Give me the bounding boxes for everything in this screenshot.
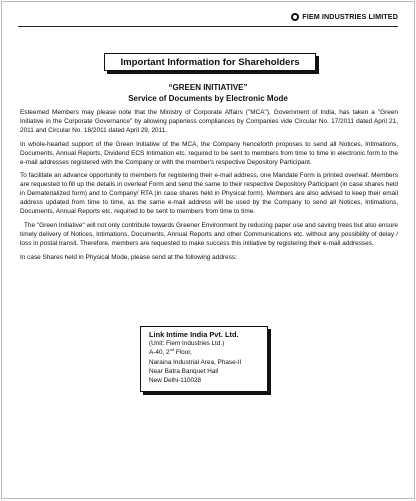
paragraph-physical-mode: In case Shares held in Physical Mode, please send at the following address: xyxy=(20,253,237,261)
subheading xyxy=(2,82,414,104)
page-title: Important Information for Shareholders xyxy=(104,53,316,71)
paragraph-mca-notice: Esteemed Members may please note that the Ministry of Corporate Affairs ("MCA"), Government of India, has taken a "Green Initiative in the Corporate Governance" by allowing paperless compliances by Companies vide Circular No. 17/2011 dated April 21, 2011 and Circular No. 18/2011 dated April 29, 2011. xyxy=(20,109,398,134)
address-line-3: Naraina Industrial Area, Phase-II xyxy=(149,358,242,366)
address-line-2: A-40, 2nd Floor, xyxy=(149,347,192,357)
address-line-4: Near Batra Banquet Hall xyxy=(149,367,219,375)
paragraph-company-support: In whole-hearted support of the Green Initiative of the MCA, the Company henceforth proposes to send all Notices, Intimations, Documents, Annual Reports, Dividend ECS Intimation etc. required to be sent to members from time to time in electronic form to the e-mail addresses registered with the Company or with the member's respective Depository Participant. xyxy=(20,140,398,166)
address-line-5: New Delhi-110028 xyxy=(149,377,202,385)
document-page xyxy=(1,1,415,499)
header-rule xyxy=(18,26,398,27)
body-text xyxy=(20,109,398,268)
company-header xyxy=(291,12,398,21)
subheading-line-2: Service of Documents by Electronic Mode xyxy=(128,94,288,103)
company-name: FIEM INDUSTRIES LIMITED xyxy=(302,12,398,21)
address-name: Link Intime India Pvt. Ltd. xyxy=(149,330,239,339)
subheading-line-1: “GREEN INITIATIVE” xyxy=(168,83,248,92)
company-logo-icon xyxy=(291,13,299,21)
paragraph-green-benefits: The "Green Initiative" will not only contribute towards Greener Environment by reducing paper use and saving trees but also ensure timely delivery of Notices, Intimations, Documents, Annual Reports and other Communications etc. without any possibility of delay / loss in postal transit. Therefore, members are requested to make success this initiative by registering their e-mail addresses. xyxy=(20,221,398,247)
address-box xyxy=(140,326,268,392)
address-line-1: (Unit: Fiem Industries Ltd.) xyxy=(149,340,225,347)
paragraph-mandate-form: To facilitate an advance opportunity to members for registering their e-mail address, one Mandate Form is printed overleaf. Members are requested to fill up the details in overleaf Form and send the same to their respective Depository Participant (in case shares held in Dematerialized form) and to Company/ RTA (in case shares held in Physical form). Members are also advised to keep their email address updated from time to time, as the same e-mail address will be used by the Company to send all Notices, Intimations, Documents, Annual Reports etc. required to be sent to members from time to time. xyxy=(20,172,398,216)
